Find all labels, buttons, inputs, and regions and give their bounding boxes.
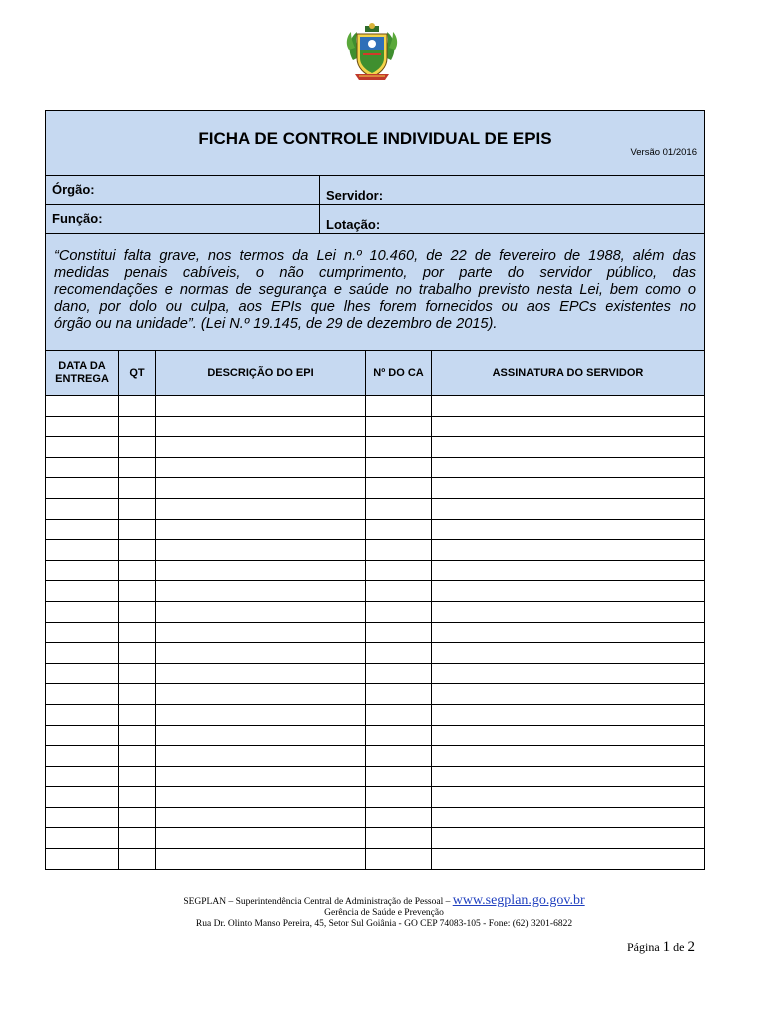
cell-numero-ca[interactable] <box>366 540 432 561</box>
cell-assinatura[interactable] <box>432 828 705 849</box>
cell-qt[interactable] <box>119 540 156 561</box>
cell-data-entrega[interactable] <box>46 807 119 828</box>
cell-numero-ca[interactable] <box>366 622 432 643</box>
page-label: Página <box>627 940 660 954</box>
table-row <box>46 478 705 499</box>
legal-notice-line: recomendações e normas de segurança e saúde no trabalho previsto nesta Lei, bem como o <box>54 282 696 298</box>
page-number <box>627 939 695 956</box>
cell-qt[interactable] <box>119 643 156 664</box>
cell-numero-ca[interactable] <box>366 560 432 581</box>
cell-qt[interactable] <box>119 663 156 684</box>
cell-qt[interactable] <box>119 478 156 499</box>
table-row <box>46 416 705 437</box>
cell-assinatura[interactable] <box>432 807 705 828</box>
cell-assinatura[interactable] <box>432 663 705 684</box>
cell-descricao[interactable] <box>156 396 366 417</box>
table-row <box>46 396 705 417</box>
cell-numero-ca[interactable] <box>366 663 432 684</box>
cell-assinatura[interactable] <box>432 643 705 664</box>
table-row <box>46 787 705 808</box>
table-row <box>46 622 705 643</box>
cell-qt[interactable] <box>119 457 156 478</box>
cell-qt[interactable] <box>119 828 156 849</box>
cell-descricao[interactable] <box>156 704 366 725</box>
cell-descricao[interactable] <box>156 457 366 478</box>
funcao-label: Função: <box>52 211 103 226</box>
cell-numero-ca[interactable] <box>366 396 432 417</box>
table-row <box>46 663 705 684</box>
cell-descricao[interactable] <box>156 787 366 808</box>
cell-descricao[interactable] <box>156 663 366 684</box>
cell-qt[interactable] <box>119 849 156 870</box>
form-header-table <box>45 110 705 365</box>
legal-notice-line: dano, por dolo ou culpa, aos EPIs que lhes forem fornecidos ou aos EPCs existentes no <box>54 299 696 315</box>
cell-assinatura[interactable] <box>432 457 705 478</box>
cell-numero-ca[interactable] <box>366 849 432 870</box>
cell-qt[interactable] <box>119 766 156 787</box>
cell-numero-ca[interactable] <box>366 787 432 808</box>
cell-assinatura[interactable] <box>432 396 705 417</box>
cell-data-entrega[interactable] <box>46 478 119 499</box>
cell-descricao[interactable] <box>156 416 366 437</box>
cell-qt[interactable] <box>119 787 156 808</box>
page-current: 1 <box>662 939 671 955</box>
cell-assinatura[interactable] <box>432 498 705 519</box>
cell-qt[interactable] <box>119 622 156 643</box>
cell-numero-ca[interactable] <box>366 807 432 828</box>
cell-assinatura[interactable] <box>432 581 705 602</box>
cell-data-entrega[interactable] <box>46 437 119 458</box>
footer-line-1 <box>0 893 768 909</box>
column-header-descricao: DESCRIÇÃO DO EPI <box>156 351 366 396</box>
table-row <box>46 746 705 767</box>
cell-descricao[interactable] <box>156 498 366 519</box>
cell-qt[interactable] <box>119 725 156 746</box>
orgao-label: Órgão: <box>52 182 95 197</box>
footer-line-3: Rua Dr. Olinto Manso Pereira, 45, Setor Sul Goiânia - GO CEP 74083-105 - Fone: (62) 3201-6822 <box>195 919 573 929</box>
cell-numero-ca[interactable] <box>366 684 432 705</box>
cell-descricao[interactable] <box>156 746 366 767</box>
cell-assinatura[interactable] <box>432 622 705 643</box>
cell-numero-ca[interactable] <box>366 478 432 499</box>
cell-numero-ca[interactable] <box>366 828 432 849</box>
table-body <box>46 396 705 870</box>
table-row <box>46 437 705 458</box>
cell-descricao[interactable] <box>156 622 366 643</box>
cell-numero-ca[interactable] <box>366 643 432 664</box>
lotacao-field[interactable] <box>320 205 705 234</box>
cell-qt[interactable] <box>119 581 156 602</box>
cell-qt[interactable] <box>119 704 156 725</box>
cell-assinatura[interactable] <box>432 746 705 767</box>
table-row <box>46 643 705 664</box>
epi-delivery-table <box>45 350 705 870</box>
cell-descricao[interactable] <box>156 601 366 622</box>
table-row <box>46 849 705 870</box>
cell-data-entrega[interactable] <box>46 787 119 808</box>
cell-data-entrega[interactable] <box>46 766 119 787</box>
cell-assinatura[interactable] <box>432 704 705 725</box>
cell-assinatura[interactable] <box>432 849 705 870</box>
column-header-qt: QT <box>119 351 156 396</box>
cell-descricao[interactable] <box>156 437 366 458</box>
cell-assinatura[interactable] <box>432 766 705 787</box>
cell-data-entrega[interactable] <box>46 519 119 540</box>
footer-link[interactable]: www.segplan.go.gov.br <box>452 893 585 908</box>
cell-qt[interactable] <box>119 746 156 767</box>
cell-assinatura[interactable] <box>432 725 705 746</box>
cell-numero-ca[interactable] <box>366 457 432 478</box>
cell-descricao[interactable] <box>156 478 366 499</box>
table-row <box>46 560 705 581</box>
orgao-field[interactable] <box>46 176 320 205</box>
coat-of-arms-icon <box>343 20 401 84</box>
cell-data-entrega[interactable] <box>46 396 119 417</box>
cell-assinatura[interactable] <box>432 416 705 437</box>
cell-descricao[interactable] <box>156 581 366 602</box>
cell-data-entrega[interactable] <box>46 849 119 870</box>
column-header-numero-ca: Nº DO CA <box>366 351 432 396</box>
table-row <box>46 601 705 622</box>
cell-numero-ca[interactable] <box>366 416 432 437</box>
cell-data-entrega[interactable] <box>46 457 119 478</box>
cell-qt[interactable] <box>119 519 156 540</box>
cell-qt[interactable] <box>119 498 156 519</box>
funcao-field[interactable] <box>46 205 320 234</box>
page-total: 2 <box>687 939 695 955</box>
cell-qt[interactable] <box>119 560 156 581</box>
cell-data-entrega[interactable] <box>46 746 119 767</box>
title-cell <box>46 111 705 176</box>
cell-assinatura[interactable] <box>432 601 705 622</box>
cell-numero-ca[interactable] <box>366 725 432 746</box>
cell-numero-ca[interactable] <box>366 601 432 622</box>
table-row <box>46 498 705 519</box>
column-header-data-entrega: DATA DA ENTREGA <box>46 351 119 396</box>
cell-data-entrega[interactable] <box>46 725 119 746</box>
cell-data-entrega[interactable] <box>46 828 119 849</box>
cell-assinatura[interactable] <box>432 560 705 581</box>
cell-descricao[interactable] <box>156 828 366 849</box>
table-row <box>46 684 705 705</box>
cell-numero-ca[interactable] <box>366 437 432 458</box>
lotacao-label: Lotação: <box>326 217 381 232</box>
cell-qt[interactable] <box>119 684 156 705</box>
cell-numero-ca[interactable] <box>366 581 432 602</box>
cell-descricao[interactable] <box>156 643 366 664</box>
legal-notice-line: órgão ou na unidade”. (Lei N.º 19.145, de 29 de dezembro de 2015). <box>54 316 498 332</box>
cell-descricao[interactable] <box>156 766 366 787</box>
cell-qt[interactable] <box>119 416 156 437</box>
cell-numero-ca[interactable] <box>366 766 432 787</box>
cell-descricao[interactable] <box>156 684 366 705</box>
servidor-field[interactable] <box>320 176 705 205</box>
cell-assinatura[interactable] <box>432 787 705 808</box>
cell-data-entrega[interactable] <box>46 684 119 705</box>
legal-notice <box>46 234 705 365</box>
cell-data-entrega[interactable] <box>46 663 119 684</box>
cell-descricao[interactable] <box>156 725 366 746</box>
page-of: de <box>673 940 685 954</box>
cell-data-entrega[interactable] <box>46 581 119 602</box>
table-row <box>46 725 705 746</box>
cell-numero-ca[interactable] <box>366 704 432 725</box>
cell-data-entrega[interactable] <box>46 704 119 725</box>
legal-notice-line: medidas penais cabíveis, o não cumprimento, por parte do servidor público, das <box>54 265 696 281</box>
cell-descricao[interactable] <box>156 519 366 540</box>
footer-line-2: Gerência de Saúde e Prevenção <box>324 908 444 918</box>
cell-numero-ca[interactable] <box>366 519 432 540</box>
cell-assinatura[interactable] <box>432 478 705 499</box>
cell-descricao[interactable] <box>156 560 366 581</box>
table-row <box>46 540 705 561</box>
coat-of-arms-logo <box>343 20 401 84</box>
cell-data-entrega[interactable] <box>46 416 119 437</box>
footer-org: SEGPLAN – Superintendência Central de Administração de Pessoal – <box>183 897 453 907</box>
cell-assinatura[interactable] <box>432 519 705 540</box>
cell-numero-ca[interactable] <box>366 746 432 767</box>
cell-data-entrega[interactable] <box>46 601 119 622</box>
cell-descricao[interactable] <box>156 540 366 561</box>
servidor-label: Servidor: <box>326 188 384 203</box>
cell-descricao[interactable] <box>156 807 366 828</box>
cell-qt[interactable] <box>119 396 156 417</box>
table-row <box>46 457 705 478</box>
table-row <box>46 519 705 540</box>
cell-qt[interactable] <box>119 601 156 622</box>
form-title: FICHA DE CONTROLE INDIVIDUAL DE EPIS <box>198 129 552 148</box>
cell-data-entrega[interactable] <box>46 560 119 581</box>
table-row <box>46 704 705 725</box>
cell-assinatura[interactable] <box>432 540 705 561</box>
cell-data-entrega[interactable] <box>46 540 119 561</box>
cell-data-entrega[interactable] <box>46 643 119 664</box>
table-row <box>46 828 705 849</box>
table-row <box>46 807 705 828</box>
cell-qt[interactable] <box>119 437 156 458</box>
table-row <box>46 581 705 602</box>
table-row <box>46 766 705 787</box>
cell-data-entrega[interactable] <box>46 498 119 519</box>
column-header-assinatura: ASSINATURA DO SERVIDOR <box>432 351 705 396</box>
cell-assinatura[interactable] <box>432 684 705 705</box>
legal-notice-line: “Constitui falta grave, nos termos da Lei n.º 10.460, de 22 de fevereiro de 1988, além das <box>54 248 696 264</box>
version-label: Versão 01/2016 <box>630 147 697 158</box>
cell-data-entrega[interactable] <box>46 622 119 643</box>
cell-descricao[interactable] <box>156 849 366 870</box>
cell-qt[interactable] <box>119 807 156 828</box>
cell-assinatura[interactable] <box>432 437 705 458</box>
cell-numero-ca[interactable] <box>366 498 432 519</box>
